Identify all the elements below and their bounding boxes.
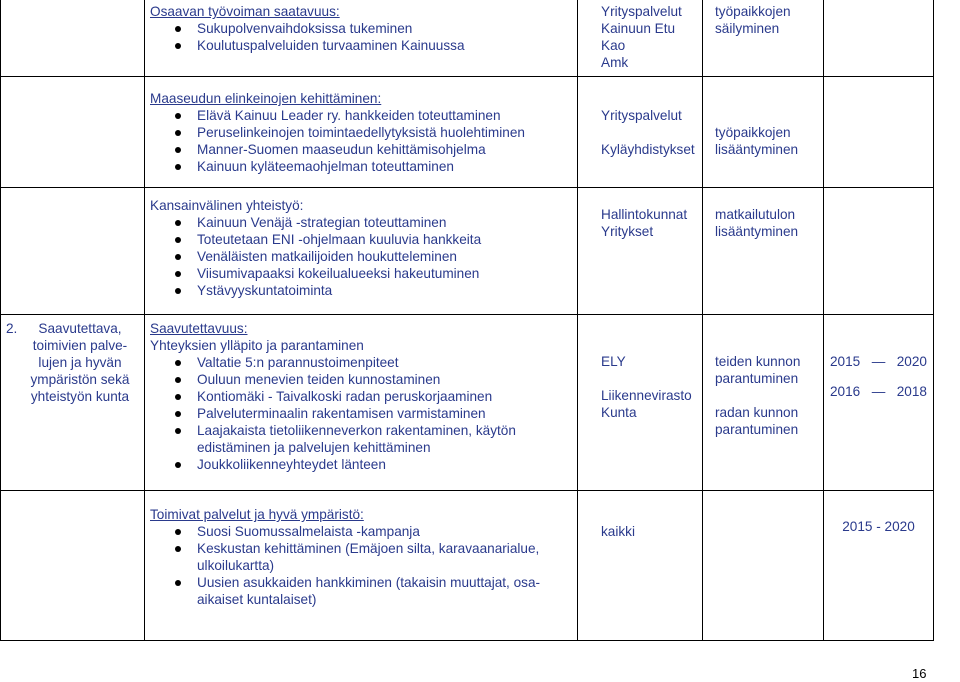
subheading: Yhteyksien ylläpito ja parantaminen	[150, 338, 364, 353]
table-row	[1, 491, 934, 641]
actor-text: Yritykset	[601, 224, 654, 239]
goal-cell	[1, 188, 145, 315]
goal-text: Saavutettava, toimivien palve-lujen ja hyvän ympäristön sekä yhteistyön kunta	[30, 321, 130, 404]
effect-text: parantuminen	[715, 371, 799, 386]
actor-text: Liikennevirasto	[601, 388, 692, 403]
bullet-list	[150, 107, 571, 175]
list-item: Laajakaista tietoliikenneverkon rakentaminen, käytön edistäminen ja palvelujen kehittäminen	[197, 422, 571, 456]
effects-cell	[703, 188, 824, 315]
list-item: Palveluterminaalin rakentamisen varmistaminen	[197, 405, 571, 422]
actor-text: ELY	[601, 354, 626, 369]
effect-text: parantuminen	[715, 422, 799, 437]
table-row	[1, 315, 934, 491]
effect-text: lisääntyminen	[715, 224, 799, 239]
measures-cell	[145, 0, 578, 77]
list-item: Kainuun kyläteemaohjelman toteuttaminen	[197, 158, 571, 175]
schedule-cell	[824, 315, 934, 491]
measures-cell	[145, 491, 578, 641]
bullet-list	[150, 523, 571, 608]
actor-text: kaikki	[601, 524, 635, 539]
schedule-cell	[824, 77, 934, 188]
bullet-list	[150, 20, 571, 54]
effect-text: lisääntyminen	[715, 142, 799, 157]
section-heading: Osaavan työvoiman saatavuus:	[150, 4, 340, 19]
list-item: Ystävyyskuntatoiminta	[197, 282, 571, 299]
actor-text: Yrityspalvelut	[601, 108, 682, 123]
actor-text: Kainuun Etu	[601, 21, 676, 36]
actor-text: Kyläyhdistykset	[601, 142, 695, 157]
goal-number: 2.	[6, 321, 18, 336]
list-item: Suosi Suomussalmelaista -kampanja	[197, 523, 561, 540]
list-item: Koulutuspalveluiden turvaaminen Kainuussa	[197, 37, 571, 54]
year-start: 2015	[830, 354, 861, 369]
year-end: 2018	[896, 384, 927, 399]
section-heading: Saavutettavuus:	[150, 321, 248, 336]
list-item: Manner-Suomen maaseudun kehittämisohjelma	[197, 141, 571, 158]
list-item: Kainuun Venäjä -strategian toteuttaminen	[197, 214, 571, 231]
actors-cell	[578, 77, 703, 188]
list-item: Kontiomäki - Taivalkoski radan peruskorjaaminen	[197, 388, 571, 405]
dash: —	[871, 354, 886, 369]
section-heading: Toimivat palvelut ja hyvä ympäristö:	[150, 507, 364, 522]
schedule-cell	[824, 188, 934, 315]
list-item: Elävä Kainuu Leader ry. hankkeiden toteuttaminen	[197, 107, 571, 124]
page-number: 16	[912, 666, 927, 681]
list-item: Toteutetaan ENI -ohjelmaan kuuluvia hankkeita	[197, 231, 571, 248]
year-start: 2016	[830, 384, 861, 399]
measures-cell	[145, 188, 578, 315]
effect-text: radan kunnon	[715, 405, 799, 420]
list-item: Viisumivapaaksi kokeilualueeksi hakeutuminen	[197, 265, 571, 282]
table-row	[1, 188, 934, 315]
dash: —	[871, 384, 886, 399]
effects-cell	[703, 77, 824, 188]
actors-cell	[578, 188, 703, 315]
effects-cell	[703, 491, 824, 641]
actors-cell	[578, 0, 703, 77]
goal-cell	[1, 0, 145, 77]
list-item: Peruselinkeinojen toimintaedellytyksistä huolehtiminen	[197, 124, 571, 141]
schedule-years	[824, 353, 933, 370]
schedule-years: 2015 - 2020	[842, 519, 915, 534]
goal-cell	[1, 491, 145, 641]
effect-text: työpaikkojen	[715, 125, 791, 140]
list-item: Valtatie 5:n parannustoimenpiteet	[197, 354, 571, 371]
actor-text: Kunta	[601, 405, 637, 420]
list-item: Uusien asukkaiden hankkiminen (takaisin muuttajat, osa-aikaiset kuntalaiset)	[197, 574, 561, 608]
actors-cell	[578, 491, 703, 641]
effect-text: matkailutulon	[715, 207, 796, 222]
list-item: Keskustan kehittäminen (Emäjoen silta, karavaanarialue, ulkoilukartta)	[197, 540, 561, 574]
year-end: 2020	[896, 354, 927, 369]
table-row	[1, 77, 934, 188]
measures-cell	[145, 315, 578, 491]
section-heading: Kansainvälinen yhteistyö:	[150, 198, 304, 213]
actor-text: Amk	[601, 55, 629, 70]
list-item: Joukkoliikenneyhteydet länteen	[197, 456, 571, 473]
list-item: Sukupolvenvaihdoksissa tukeminen	[197, 20, 571, 37]
list-item: Venäläisten matkailijoiden houkutteleminen	[197, 248, 571, 265]
effect-text: säilyminen	[715, 21, 780, 36]
effects-cell	[703, 315, 824, 491]
actors-cell	[578, 315, 703, 491]
measures-cell	[145, 77, 578, 188]
section-heading: Maaseudun elinkeinojen kehittäminen:	[150, 91, 382, 106]
actor-text: Yrityspalvelut	[601, 4, 682, 19]
bullet-list	[150, 214, 571, 299]
schedule-cell	[824, 0, 934, 77]
effect-text: työpaikkojen	[715, 4, 791, 19]
table-row	[1, 0, 934, 77]
effect-text: teiden kunnon	[715, 354, 801, 369]
schedule-years	[824, 383, 933, 400]
bullet-list	[150, 354, 571, 473]
actor-text: Kao	[601, 38, 626, 53]
actor-text: Hallintokunnat	[601, 207, 688, 222]
goal-cell	[1, 77, 145, 188]
list-item: Ouluun menevien teiden kunnostaminen	[197, 371, 571, 388]
schedule-cell	[824, 491, 934, 641]
goal-cell	[1, 315, 145, 491]
effects-cell	[703, 0, 824, 77]
